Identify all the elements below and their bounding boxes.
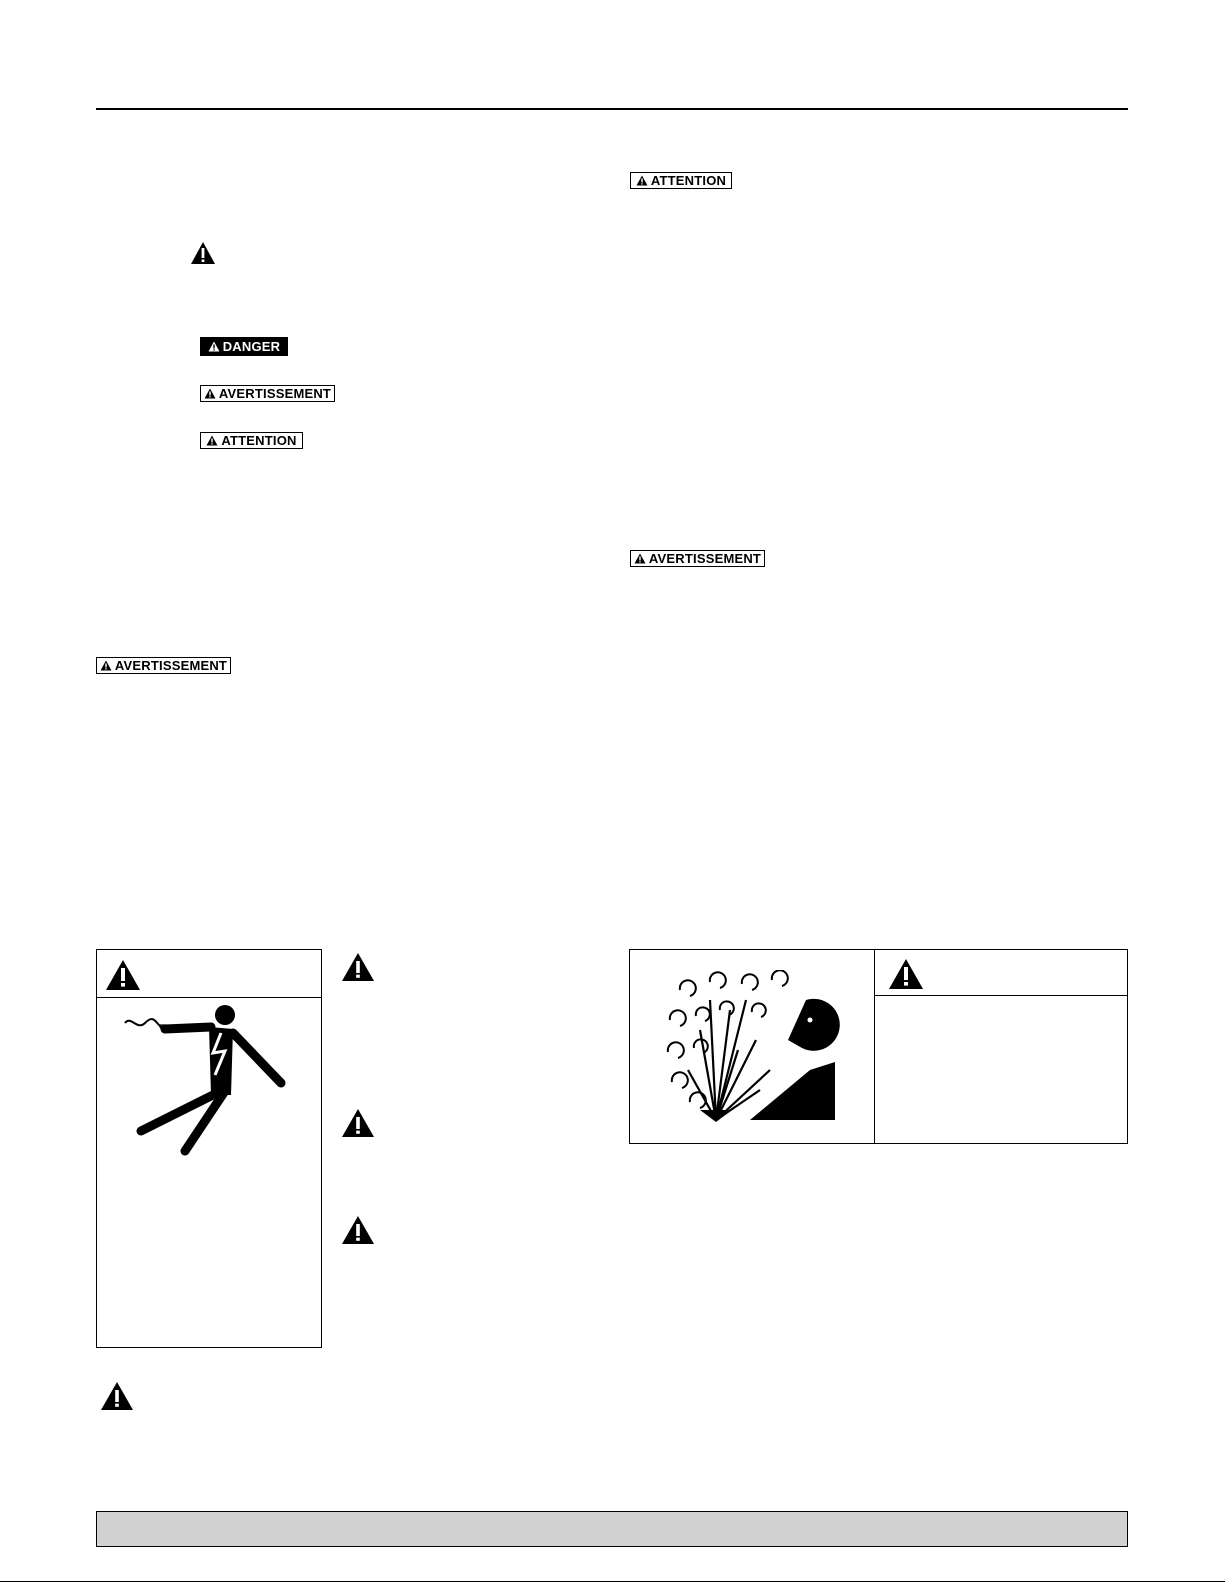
avertissement-label: AVERTISSEMENT	[648, 551, 762, 566]
explosion-hazard-pictogram	[660, 970, 850, 1130]
warning-triangle-icon	[100, 660, 112, 671]
box-divider	[97, 997, 321, 998]
warning-triangle-icon	[888, 958, 924, 990]
warning-triangle-icon	[190, 241, 216, 265]
electric-shock-pictogram	[121, 1005, 301, 1165]
electric-shock-hazard-box	[96, 949, 322, 1348]
warning-triangle-icon	[341, 1108, 375, 1138]
warning-triangle-icon	[105, 959, 141, 991]
avertissement-signal-word	[630, 550, 765, 567]
danger-label: DANGER	[222, 339, 281, 354]
warning-triangle-icon	[341, 1215, 375, 1245]
warning-triangle-icon	[204, 388, 216, 399]
box-divider	[874, 995, 1127, 996]
warning-triangle-icon	[636, 175, 648, 186]
attention-label: ATTENTION	[221, 433, 297, 448]
footer-rule	[0, 1581, 1225, 1582]
avertissement-signal-word	[96, 657, 231, 674]
attention-signal-word	[200, 432, 303, 449]
avertissement-label: AVERTISSEMENT	[218, 386, 332, 401]
warning-triangle-icon	[208, 341, 220, 352]
warning-triangle-icon	[100, 1381, 134, 1411]
explosion-hazard-box	[629, 949, 1128, 1144]
box-vertical-divider	[874, 950, 875, 1143]
attention-label: ATTENTION	[650, 173, 727, 188]
warning-triangle-icon	[341, 952, 375, 982]
warning-triangle-icon	[206, 435, 218, 446]
avertissement-label: AVERTISSEMENT	[114, 658, 228, 673]
attention-signal-word	[630, 172, 732, 189]
avertissement-signal-word	[200, 385, 335, 402]
danger-signal-word	[200, 337, 288, 356]
warning-triangle-icon	[634, 553, 646, 564]
header-rule	[96, 108, 1128, 110]
footer-bar	[96, 1511, 1128, 1547]
